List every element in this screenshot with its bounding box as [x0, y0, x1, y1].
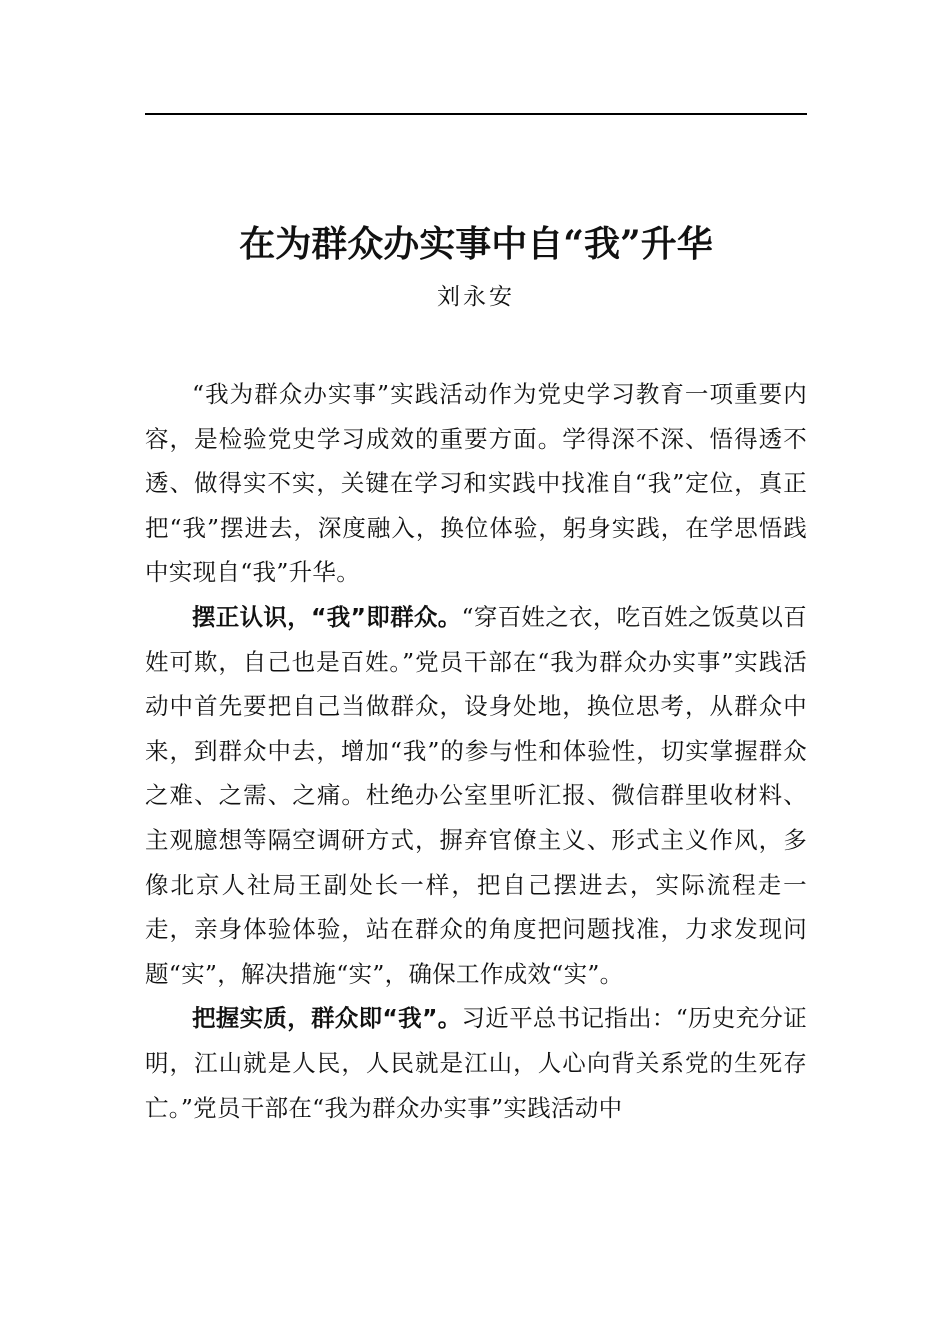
paragraph-section-1: [145, 595, 807, 996]
paragraph-text: “我为群众办实事”实践活动作为党史学习教育一项重要内容，是检验党史学习成效的重要方面。学得深不深、悟得透不透、做得实不实，关键在学习和实践中找准自“我”定位，真正把“我”摆进去，深度融入，换位体验，躬身实践，在学思悟践中实现自“我”升华。: [145, 380, 807, 587]
article-author: 刘永安: [437, 284, 515, 310]
article-body: [145, 372, 807, 1130]
article-title: 在为群众办实事中自“我”升华: [239, 223, 713, 265]
paragraph-text: 习近平总书记指出：“历史充分证明，江山就是人民，人民就是江山，人心向背关系党的生死存亡。”党员干部在“我为群众办实事”实践活动中: [145, 1004, 808, 1122]
section-heading: 把握实质，群众即“我”。: [192, 1004, 462, 1033]
paragraph-text: “穿百姓之衣，吃百姓之饭莫以百姓可欺，自己也是百姓。”党员干部在“我为群众办实事”实践活动中首先要把自己当做群众，设身处地，换位思考，从群众中来，到群众中去，增加“我”的参与性和体验性，切实掌握群众之难、之需、之痛。杜绝办公室里听汇报、微信群里收材料、主观臆想等隔空调研方式，摒弃官僚主义、形式主义作风，多像北京人社局王副处长一样，把自己摆进去，实际流程走一走，亲身体验体验，站在群众的角度把问题找准，力求发现问题“实”，解决措施“实”，确保工作成效“实”。: [145, 602, 808, 988]
header-rule: [145, 113, 807, 115]
paragraph-section-2: [145, 996, 807, 1130]
paragraph-intro: [145, 372, 807, 595]
section-heading: 摆正认识，“我”即群众。: [192, 602, 462, 631]
